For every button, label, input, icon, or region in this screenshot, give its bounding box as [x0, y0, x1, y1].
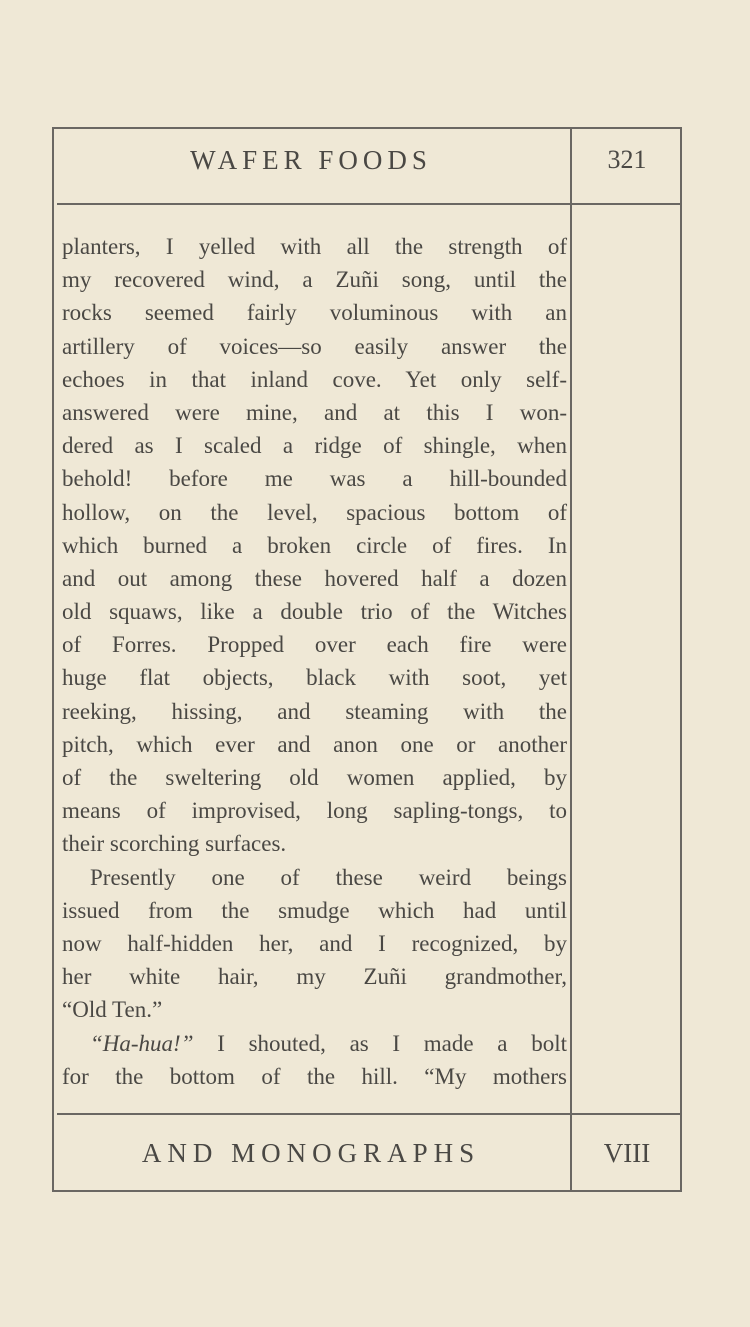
running-title: WAFER FOODS — [190, 145, 432, 175]
text-line: pitch, which ever and anon one or another — [62, 731, 567, 757]
text-line: her white hair, my Zuñi grandmother, — [62, 964, 567, 990]
body-text — [62, 230, 567, 1093]
text-line: means of improvised, long sapling-tongs, to — [62, 798, 567, 824]
text-line: dered as I scaled a ridge of shingle, when — [62, 433, 567, 459]
text-line: my recovered wind, a Zuñi song, until the — [62, 267, 567, 293]
text-line: Presently one of these weird beings — [90, 864, 567, 890]
header-rule — [57, 203, 680, 205]
text-line: old squaws, like a double trio of the Witches — [62, 599, 567, 625]
column-divider — [570, 127, 572, 1192]
text-line: answered were mine, and at this I won- — [62, 399, 567, 425]
text-line-rest: I shouted, as I made a bolt — [193, 1030, 567, 1056]
page-number: 321 — [607, 145, 647, 174]
text-line: of the sweltering old women applied, by — [62, 765, 567, 790]
text-line: “Old Ten.” — [62, 997, 163, 1023]
text-line: their scorching surfaces. — [62, 831, 287, 857]
text-line: artillery of voices—so easily answer the — [62, 333, 567, 359]
text-line: now half-hidden her, and I recognized, by — [62, 930, 567, 956]
text-line: and out among these hovered half a dozen — [62, 565, 567, 591]
text-line: which burned a broken circle of fires. In — [62, 532, 567, 558]
text-line — [62, 1027, 567, 1060]
exclamation-italic: “Ha-hua!” — [90, 1030, 194, 1056]
text-line: behold! before me was a hill-bounded — [62, 466, 567, 492]
text-line: reeking, hissing, and steaming with the — [62, 698, 567, 724]
text-line: hollow, on the level, spacious bottom of — [62, 499, 567, 525]
text-line: huge flat objects, black with soot, yet — [62, 665, 567, 691]
text-line: rocks seemed fairly voluminous with an — [62, 300, 567, 326]
footer-rule — [57, 1113, 680, 1115]
text-line: of Forres. Propped over each fire were — [62, 632, 567, 658]
text-line: planters, I yelled with all the strength of — [62, 234, 567, 259]
text-line: issued from the smudge which had until — [62, 897, 567, 923]
series-title: AND MONOGRAPHS — [141, 1138, 481, 1168]
text-line: for the bottom of the hill. “My mothers — [62, 1063, 567, 1089]
volume-number: VIII — [603, 1138, 651, 1168]
text-line: echoes in that inland cove. Yet only self- — [62, 366, 567, 392]
